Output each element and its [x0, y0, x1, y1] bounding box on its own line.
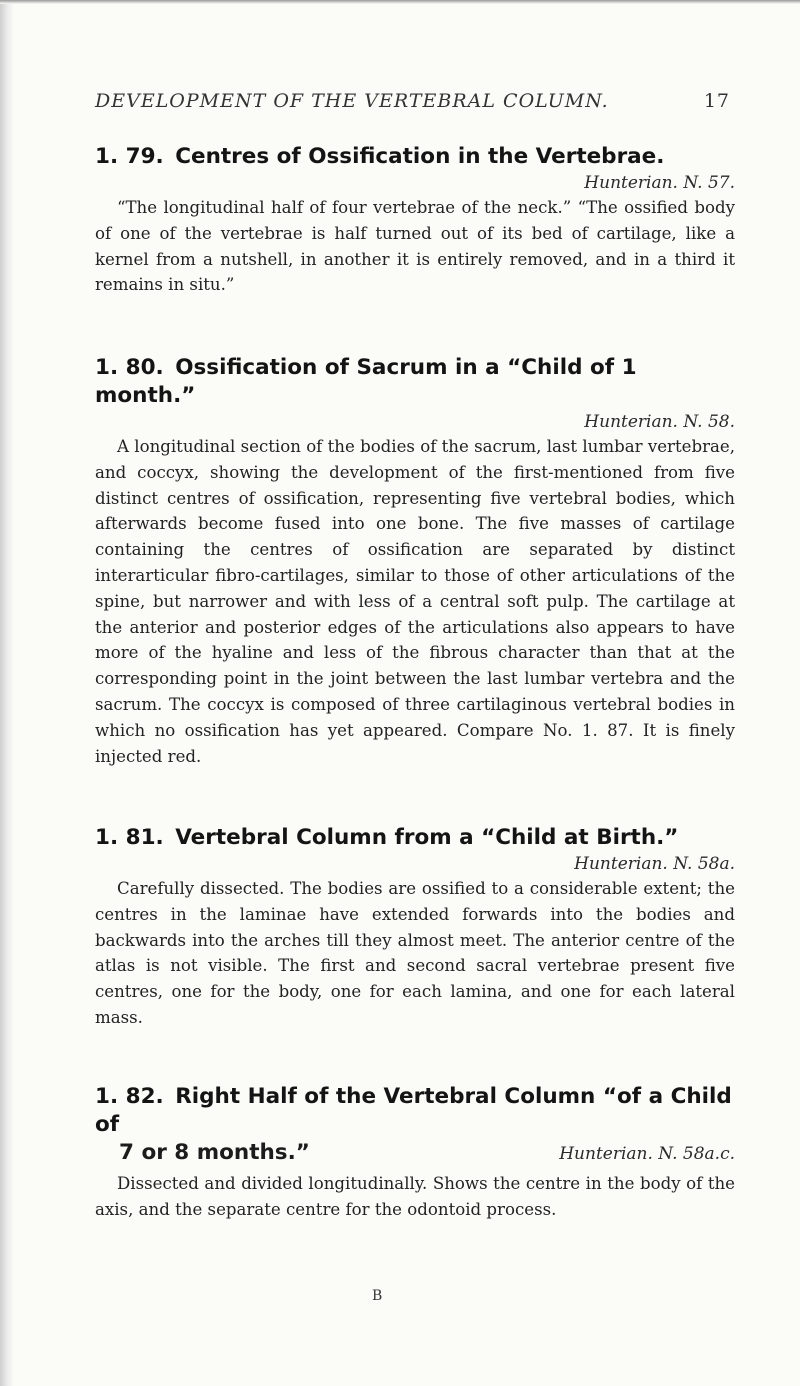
entry-heading: [95, 354, 735, 410]
entry-reference: Hunterian. N. 58a.: [574, 854, 735, 874]
entry-reference: Hunterian. N. 57.: [584, 173, 735, 193]
catalogue-entry-1-80: [95, 354, 735, 769]
entry-description: Dissected and divided longitudinally. Shows the centre in the body of the axis, and the separate centre for the odontoid process.: [95, 1174, 735, 1219]
catalogue-entry-1-82: [95, 1083, 735, 1223]
top-edge: [0, 0, 800, 4]
entry-description: “The longitudinal half of four vertebrae of the neck.” “The ossified body of one of the vertebrae is half turned out of its bed of cartilage, like a kernel from a nutshell, in another it is entirely removed, and in a third it remains in situ.”: [95, 198, 735, 295]
binding-shadow: [0, 0, 14, 1386]
entry-description: A longitudinal section of the bodies of the sacrum, last lumbar vertebrae, and coccyx, showing the development of the first-mentioned from five distinct centres of ossification, representing five vertebral bodies, which afterwards become fused into one bone. The five masses of cartilage containing the centres of ossification are separated by distinct interarticular fibro-cartilages, similar to those of other articulations of the spine, but narrower and with less of a central soft pulp. The cartilage at the anterior and posterior edges of the articulations also appears to have more of the hyaline and less of the fibrous character than that at the corresponding point in the joint between the last lumbar vertebra and the sacrum. The coccyx is composed of three cartilaginous vertebral bodies in which no ossification has yet appeared. Compare No. 1. 87. It is finely injected red.: [95, 437, 735, 766]
entry-title: Centres of Ossification in the Vertebrae.: [175, 144, 665, 169]
entry-heading-continuation: [95, 1139, 735, 1168]
entry-number: 1. 82.: [95, 1084, 164, 1109]
running-head: [95, 90, 730, 116]
entry-number: 1. 80.: [95, 355, 164, 380]
entry-description: Carefully dissected. The bodies are ossified to a considerable extent; the centres in the laminae have extended forwards into the bodies and backwards into the arches till they almost meet. The anterior centre of the atlas is not visible. The first and second sacral vertebrae present five centres, one for the body, one for each lamina, and one for each lateral mass.: [95, 879, 735, 1027]
entry-title: Right Half of the Vertebral Column “of a Child of: [95, 1084, 732, 1137]
entry-heading: [95, 143, 735, 171]
running-head-title: DEVELOPMENT OF THE VERTEBRAL COLUMN.: [95, 90, 609, 112]
signature-mark: B: [372, 1288, 383, 1304]
entry-reference: Hunterian. N. 58.: [584, 412, 735, 432]
entry-title-continued: 7 or 8 months.”: [119, 1140, 310, 1165]
entry-heading: [95, 824, 735, 852]
entry-title: Ossification of Sacrum in a “Child of 1 month.”: [95, 355, 637, 408]
entry-heading: [95, 1083, 735, 1139]
entry-title: Vertebral Column from a “Child at Birth.”: [175, 825, 679, 850]
entry-number: 1. 79.: [95, 144, 164, 169]
catalogue-entry-1-79: [95, 143, 735, 298]
catalogue-entry-1-81: [95, 824, 735, 1031]
entry-reference: Hunterian. N. 58a.c.: [559, 1144, 735, 1164]
entry-number: 1. 81.: [95, 825, 164, 850]
page-number: 17: [703, 90, 730, 112]
